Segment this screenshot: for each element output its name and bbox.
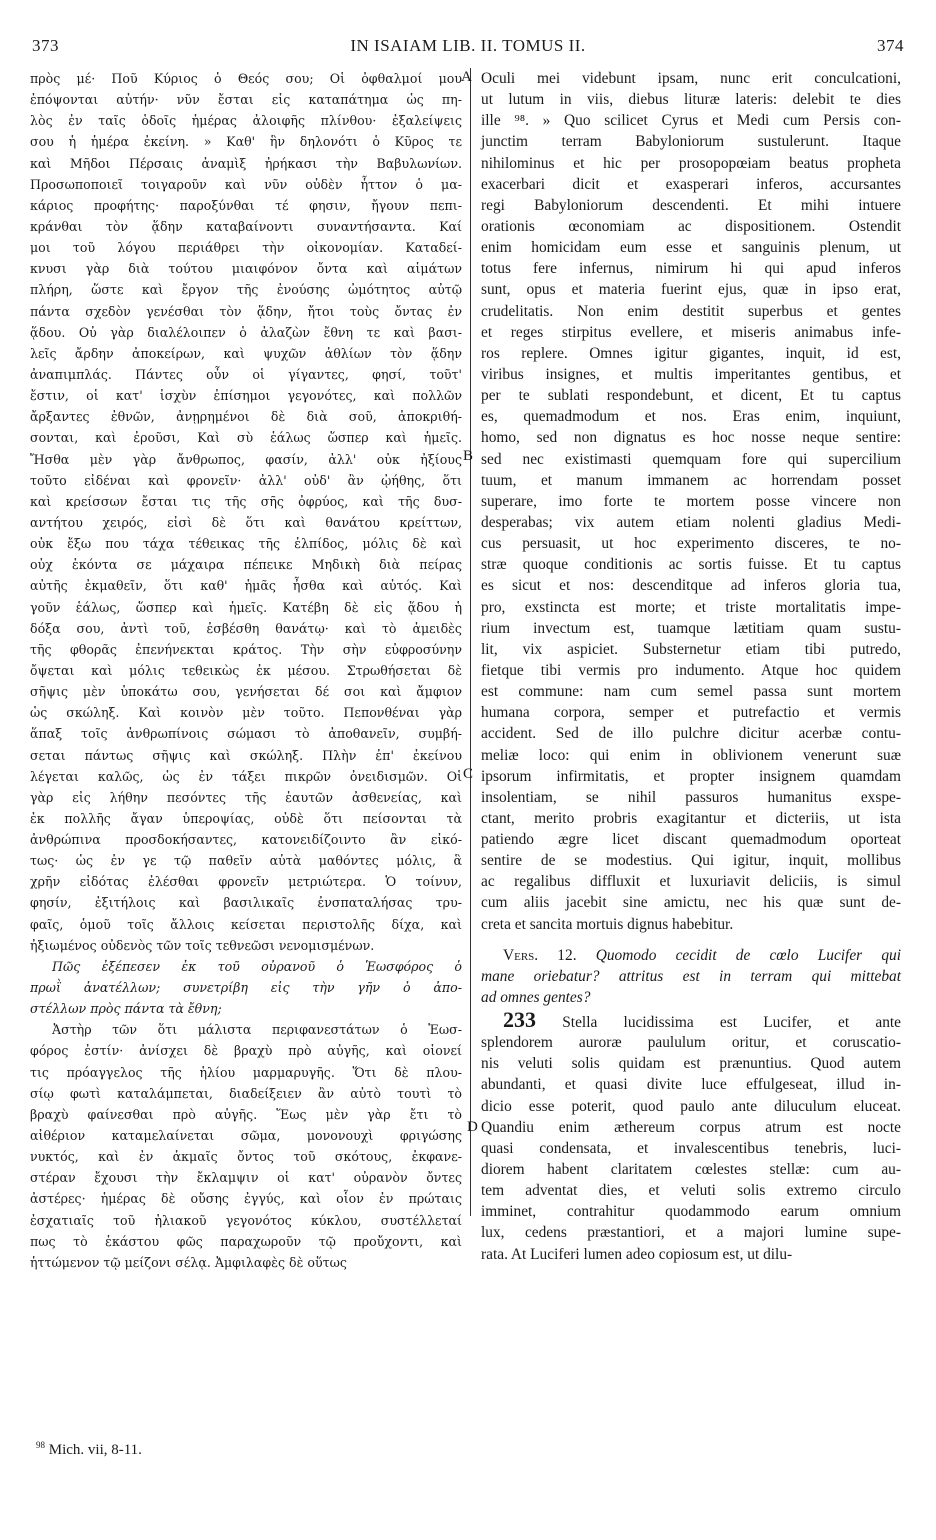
latin-text-line: est commune: nam cum semel passa sunt mortem — [481, 683, 901, 701]
latin-verse-line: mane oriebatur? attritus est in terram qui mittebat — [481, 967, 901, 985]
greek-text-line: κράνθαι τὸν ᾅδην καταβαίνοντι συναντήσαντα. Καί — [30, 218, 462, 234]
latin-text-line: diorem habent claritatem cœlestes stellæ: cum au- — [481, 1161, 901, 1179]
greek-text-line: φαῖς, ὁμοῦ τοῖς ἄλλοις κείσεται περιστολῆς δίχα, καὶ — [30, 916, 462, 932]
latin-verse-line: ad omnes gentes? — [481, 989, 591, 1007]
greek-text-line: σίῳ φωτὶ καταλάμπεται, διαδείξειεν ἂν αὐτὸ τουτὶ τὸ — [30, 1085, 462, 1101]
latin-text-line: imminet, contrahitur quodammodo earum omnium — [481, 1203, 901, 1221]
greek-text-line: στέραν ἔχουσι τὴν ἔκλαμψιν οἱ κατ' οὐρανὸν ὄντες — [30, 1170, 462, 1186]
latin-verse-heading — [481, 945, 901, 966]
latin-text-line: sunt, opus et materia fuerint ejus, quæ in ipso erat, — [481, 281, 901, 299]
verse-number: Vers. 12. — [503, 946, 577, 964]
running-title: IN ISAIAM LIB. II. TOMUS II. — [350, 36, 586, 55]
latin-text-line: tem adventat dies, et veluti solis extremo circulo — [481, 1182, 901, 1200]
latin-text-line: ille ⁹⁸. » Quo scilicet Cyrus et Medi cum Persis con- — [481, 112, 901, 130]
latin-text-line: nihilominus et hic per prosopopœiam beatus propheta — [481, 154, 901, 172]
latin-text-line: lux, cedens præstantiori, et a majori lumine supe- — [481, 1224, 901, 1242]
margin-marker-a: A — [461, 69, 472, 85]
greek-text-line: οὐχ ἑκόντα σε μάχαιρα πέπεικε Μηδικὴ διὰ πείρας — [30, 557, 462, 573]
greek-text-line: ἀστέρες· ἡμέρας δὲ οὔσης ἐγγύς, καὶ οἷον ἐν πρώταις — [30, 1191, 462, 1207]
greek-text-line: τῆς φθορᾶς ἐπενήνεκται κράτος. Τὴν σὴν εὐφροσύνην — [30, 641, 462, 657]
greek-text-line: Προσωποποιεῖ τοιγαροῦν καὶ νῦν οὐδὲν ἧττον ὁ μα- — [30, 176, 462, 192]
latin-text-line: quasi condensata, et invalescentibus tenebris, luci- — [481, 1139, 901, 1157]
latin-text-line: et reges stirpitus evellere, et miseris animabus infe- — [481, 323, 901, 341]
latin-text-line: accident. Sed de illo pulchre dicitur acerbæ contu- — [481, 725, 901, 743]
greek-text-line: χρῆν εἰδότας ἐλέσθαι φρονεῖν μετριώτερα. Ὁ τοίνυν, — [30, 874, 462, 890]
latin-paragraph-first-line — [481, 1008, 901, 1032]
latin-text-line: regi Babyloniorum descendenti. Et mihi intuere — [481, 196, 901, 214]
greek-text-line: πάντα σχεδὸν γενέσθαι τὸν ᾅδην, ἤτοι τοὺς ὄντας ἐν — [30, 303, 462, 319]
greek-text-line: ἔστιν, οἱ κατ' ἰσχὺν ἐπίσημοι γεγονότες, καὶ πολλῶν — [30, 388, 462, 404]
latin-text-line: fietque tibi vermis pro indumento. Atque hoc quidem — [481, 661, 901, 679]
greek-text-line: τως· ὡς ἐν γε τῷ παθεῖν αὐτὰ μαθόντες μόλις, ἃ — [30, 853, 462, 869]
margin-marker-b: B — [463, 448, 474, 464]
greek-text-line: πρὸς μέ· Ποῦ Κύριος ὁ Θεός σου; Οἱ ὀφθαλμοί μου — [30, 71, 462, 86]
greek-text-line: λὸς ἐν ταῖς ὁδοῖς ἡμέρας ἀλοιφῆς πλίνθου· ἐξαλείψεις — [30, 113, 462, 129]
latin-text-line: ut lutum in viis, diebus lituræ lateris: delebit te dies — [481, 91, 901, 109]
page-number-left: 373 — [32, 36, 59, 55]
column-divider — [470, 68, 471, 1216]
margin-marker-d: D — [467, 1119, 478, 1135]
latin-text-line: superare, imo forte te mortem posse vincere non — [481, 492, 901, 510]
greek-verse-line: Πῶς ἐξέπεσεν ἐκ τοῦ οὐρανοῦ ὁ Ἑωσφόρος ὁ — [52, 958, 462, 974]
latin-text-line: abundanti, et quasi divite luce effulgeseat, illud in- — [481, 1076, 901, 1094]
latin-text-line: desperabas; vix autem etiam nolenti gladius Medi- — [481, 513, 901, 531]
latin-text-line: tuum, et manum immanem ac horrendam posset — [481, 471, 901, 489]
greek-text-line: ἀναπιμπλάς. Πάντες οὖν οἱ γίγαντες, φησί, τοῦτ' — [30, 366, 462, 382]
latin-text-line: viribus insignes, et multis imperitantes gentibus, et — [481, 365, 901, 383]
greek-text-line: σῆψις μὲν ὑποκάτω σου, γενήσεται δέ σοι καὶ ἄμφιον — [30, 684, 462, 700]
latin-text-line: sentire de se modestius. Qui igitur, inquit, mollibus — [481, 852, 901, 870]
greek-text-line: γοῦν ἑάλως, ὥσπερ καὶ ἡμεῖς. Κατέβη δὲ εἰς ᾅδου ἡ — [30, 599, 462, 615]
latin-text-line: rium invectum est, tuamque lætitiam quam sustu- — [481, 619, 901, 637]
latin-text-line: humana corpora, semper et putrefactio et vermis — [481, 704, 901, 722]
footnote — [36, 1440, 142, 1459]
greek-text-line: φόρος ἐστίν· ἀνίσχει δὲ βραχὺ πρὸ αὐγῆς, καὶ οἱονεί — [30, 1043, 462, 1059]
latin-text-line: dicio esse poterit, quod paulo ante diluculum eluceat. — [481, 1097, 901, 1115]
latin-text-line: exacerbari dicit et exasperari inferos, accursantes — [481, 175, 901, 193]
latin-text-line: per te sublati respondebunt, et dicent, Et tu captus — [481, 387, 901, 405]
greek-text-line: λεῖς ἄρδην ἀποκείρων, καὶ ψυχῶν ἀθλίων τὸν ᾅδην — [30, 345, 462, 361]
latin-text-line: ros replere. Omnes igitur gigantes, inquit, id est, — [481, 344, 901, 362]
latin-text-line: pro, exstincta est morte; et triste mortalitatis impe- — [481, 598, 901, 616]
greek-text-line: ᾅδου. Οὐ γὰρ διαλέλοιπεν ὁ ἀλαζὼν ἔθνη τε καὶ βασι- — [30, 324, 462, 340]
greek-text-line: κνυσι γὰρ διὰ τούτου μιαιφόνον ὄντα καὶ αἱμάτων — [30, 261, 462, 277]
greek-text-line: σονται, καὶ ἐροῦσι, Καὶ σὺ ἑάλως ὥσπερ καὶ ἡμεῖς. — [30, 430, 462, 446]
footnote-text: Mich. vii, 8-11. — [48, 1442, 142, 1458]
latin-text-line: splendorem auroræ paululum oritur, et coruscatio- — [481, 1034, 901, 1052]
greek-verse-line: πρωῒ ἀνατέλλων; συνετρίβη εἰς τὴν γῆν ὁ ἀπο- — [30, 980, 462, 996]
greek-text-line: φησίν, ἐξιτήλοις καὶ βασιλικαῖς ἐνσπαταλήσας τρυ- — [30, 895, 462, 911]
greek-text-line: ἐσχατιαῖς τοῦ ἡλιακοῦ γεγονότος κύκλου, συστέλλεταί — [30, 1212, 462, 1228]
latin-text-line: totus fere infernus, nimirum hi qui apud inferos — [481, 260, 901, 278]
section-spacer — [481, 935, 901, 945]
greek-text-line: καὶ κρείσσων ἔσται τις τῆς σῆς ὀφρύος, καὶ τῆς δυσ- — [30, 493, 462, 509]
greek-text-line: αὐτῆς ἐκμαθεῖν, ὅτι καθ' ἡμᾶς ἦσθα καὶ αὐτός. Καὶ — [30, 578, 462, 594]
greek-text-line: ὄψεται καὶ μόλις τεθεικὼς ἐκ μέσου. Στρωθήσεται δὲ — [30, 662, 462, 678]
greek-text-line: Ἀστὴρ τῶν ὅτι μάλιστα περιφανεστάτων ὁ Ἑωσ- — [52, 1022, 462, 1038]
greek-text-line: τις πρόαγγελος τῆς ἡλίου μαρμαρυγῆς. Ὅτι δὲ πλου- — [30, 1064, 462, 1080]
greek-text-line: πλήρη, ὥστε καὶ ἔργον τῆς ἐνούσης ὠμότητος αὐτῷ — [30, 282, 462, 298]
greek-text-line: ἀνθρώπινα προσδοκήσαντες, κατονειδίζοιντο ἂν εἰκό- — [30, 832, 462, 848]
column-number: 233 — [503, 1007, 536, 1033]
latin-text-line: homo, sed non dignatus es hoc nosse neque sentire: — [481, 429, 901, 447]
greek-text-line: ἡττώμενον τῷ μείζονι σέλᾳ. Ἀμφιλαφὲς δὲ οὕτως — [30, 1254, 347, 1270]
greek-text-line: αἰθέριον καταμελαίνεται σῶμα, μονονουχὶ φριγώσης — [30, 1128, 462, 1144]
margin-marker-c: C — [463, 766, 474, 782]
latin-text-line: rata. At Luciferi lumen adeo copiosum est, ut dilu- — [481, 1245, 793, 1263]
latin-text-line: Quandiu enim æthereum corpus atrum est nocte — [481, 1118, 901, 1136]
verse-text: Quomodo cecidit de cœlo Lucifer qui — [595, 946, 901, 964]
latin-text-line: es sicut et nos: descenditque ad inferos gloria tua, — [481, 577, 901, 595]
greek-text-line: ἐκ πολλῆς ἄγαν ὑπεροψίας, οὐδὲ ὅτι πείσονται τὰ — [30, 810, 462, 826]
greek-text-line: βραχὺ φαίνεσθαι πρὸ αὐγῆς. Ἕως μὲν γὰρ ἔτι τὸ — [30, 1106, 462, 1122]
greek-text-line: νυκτός, καὶ ἐν ἀκμαῖς ὄντος τοῦ σκότους, ἐκφανε- — [30, 1149, 462, 1165]
latin-column — [481, 68, 901, 1265]
latin-text-line: patiendo ægre licet discant quemadmodum oporteat — [481, 831, 901, 849]
running-header — [32, 36, 904, 60]
page-number-right: 374 — [877, 36, 904, 55]
greek-text-line: αντήτου χειρός, εἰσὶ δὲ ὅτι καὶ θανάτου κρείττων, — [30, 514, 462, 530]
greek-text-line: πως τὸ ἑκάστου φῶς παραχωροῦν τῷ προὔχοντι, καὶ — [30, 1233, 462, 1249]
footnote-mark: 98 — [36, 1440, 45, 1450]
latin-text-line: ipsorum infirmitatis, et propter insignem quamdam — [481, 767, 901, 785]
latin-text-line: cus persuasit, ut hoc experimento disceres, te no- — [481, 535, 901, 553]
latin-text-line: sed nec existimasti quemquam fore qui supercilium — [481, 450, 901, 468]
greek-verse-line: στέλλων πρὸς πάντα τὰ ἔθνη; — [30, 1001, 222, 1017]
greek-text-line: ἅπαξ τοῖς ἀνθρωπίνοις σώμασι τὸ ἀποθανεῖν, συμβή- — [30, 726, 462, 742]
latin-text-line: es, quemadmodum et nos. Eras enim, inquiunt, — [481, 408, 901, 426]
greek-text-line: δόξα σου, ἀντὶ τοῦ, ἐσβέσθη θανάτῳ· καὶ τὸ ἀμειδὲς — [30, 620, 462, 636]
greek-text-line: τοῦτο εἰδέναι καὶ φρονεῖν· ἀλλ' οὐδ' ἂν ᾠήθης, ὅτι — [30, 472, 462, 488]
latin-text-line: lit, vix aspiciet. Substernetur etiam tibi putredo, — [481, 640, 901, 658]
latin-text-line: nis veluti solis quidam est prænuntius. Quod autem — [481, 1055, 901, 1073]
latin-text-line: meliæ loco: qui enim in oblivionem venerunt suæ — [481, 746, 901, 764]
greek-text-line: ὡς σκώληξ. Καὶ κοινὸν μὲν τοῦτο. Πεπονθέναι γὰρ — [30, 705, 462, 721]
greek-text-line: ἄρξαντες ἐθνῶν, ἀνῃρημένοι δὲ διὰ σοῦ, ἀποκριθή- — [30, 409, 462, 425]
greek-text-line: σεται πάντως σῆψις καὶ σκώληξ. Πλὴν ἐπ' ἐκείνου — [30, 747, 462, 763]
latin-text-line: enim homicidam eum esse et sanguinis plenum, ut — [481, 239, 901, 257]
greek-text-line: κάριος προφήτης· παροξύνθαι τέ φησιν, ἤγουν πεπι- — [30, 197, 462, 213]
paragraph-text: Stella lucidissima est Lucifer, et ante — [562, 1014, 901, 1032]
latin-text-line: ctant, merito probris exagitantur et dicteriis, ut ista — [481, 809, 901, 827]
latin-text-line: cum aliis jacebit sine amictu, nec his quæ sunt de- — [481, 894, 901, 912]
greek-text-line: οὐκ ἔξω που τάχα τέθεικας τῆς ἐλπίδος, μόλις δὲ καὶ — [30, 536, 462, 552]
greek-text-line: καὶ Μῆδοι Πέρσαις ἀναμὶξ ἠρήκασι τὴν Βαβυλωνίων. — [30, 155, 462, 171]
latin-text-line: ac regalibus diffluxit et luxuriavit deliciis, is simul — [481, 873, 901, 891]
latin-text-line: crudelitatis. Non enim destitit superbus et gentes — [481, 302, 901, 320]
greek-text-line: ἠξιωμένος οὐδενὸς τῶν τοῖς τεθνεῶσι νενομισμένων. — [30, 937, 375, 953]
latin-text-line: insolentiam, se nihil passuros humanitus exspe- — [481, 788, 901, 806]
latin-text-line: creta et sancita mortuis dignus habebitur. — [481, 915, 734, 933]
greek-text-line: Ἤσθα μὲν γὰρ ἄνθρωπος, φασίν, ἀλλ' οὐκ ἠξίους — [30, 451, 462, 467]
greek-text-line: λέγεται καλῶς, ὡς ἐν τάξει πικρῶν ὀνειδισμῶν. Οἱ — [30, 768, 462, 784]
greek-text-line: μοι τοῦ λόγου περιάθρει τὴν οἰκονομίαν. Καταδεί- — [30, 240, 462, 256]
greek-column — [30, 68, 462, 1273]
greek-text-line: ἐπόψονται αὐτήν· νῦν ἔσται εἰς καταπάτημα ὡς πη- — [30, 92, 462, 108]
latin-text-line: stræ quoque conditionis ac sortis fuisse. Et tu captus — [481, 556, 901, 574]
greek-text-line: γὰρ εἰς λήθην πεσόντες τῆς ἑαυτῶν ἀσθενείας, καὶ — [30, 789, 462, 805]
latin-text-line: orationis œconomiam ac dispositionem. Ostendit — [481, 217, 901, 235]
latin-text-line: Oculi mei videbunt ipsam, nunc erit conculcationi, — [481, 70, 901, 87]
greek-text-line: σου ἡ ἡμέρα ἐκείνη. » Καθ' ἣν δηλονότι ὁ Κῦρος τε — [30, 134, 462, 150]
latin-text-line: junctim terram Babyloniorum sustulerunt. Itaque — [481, 133, 901, 151]
